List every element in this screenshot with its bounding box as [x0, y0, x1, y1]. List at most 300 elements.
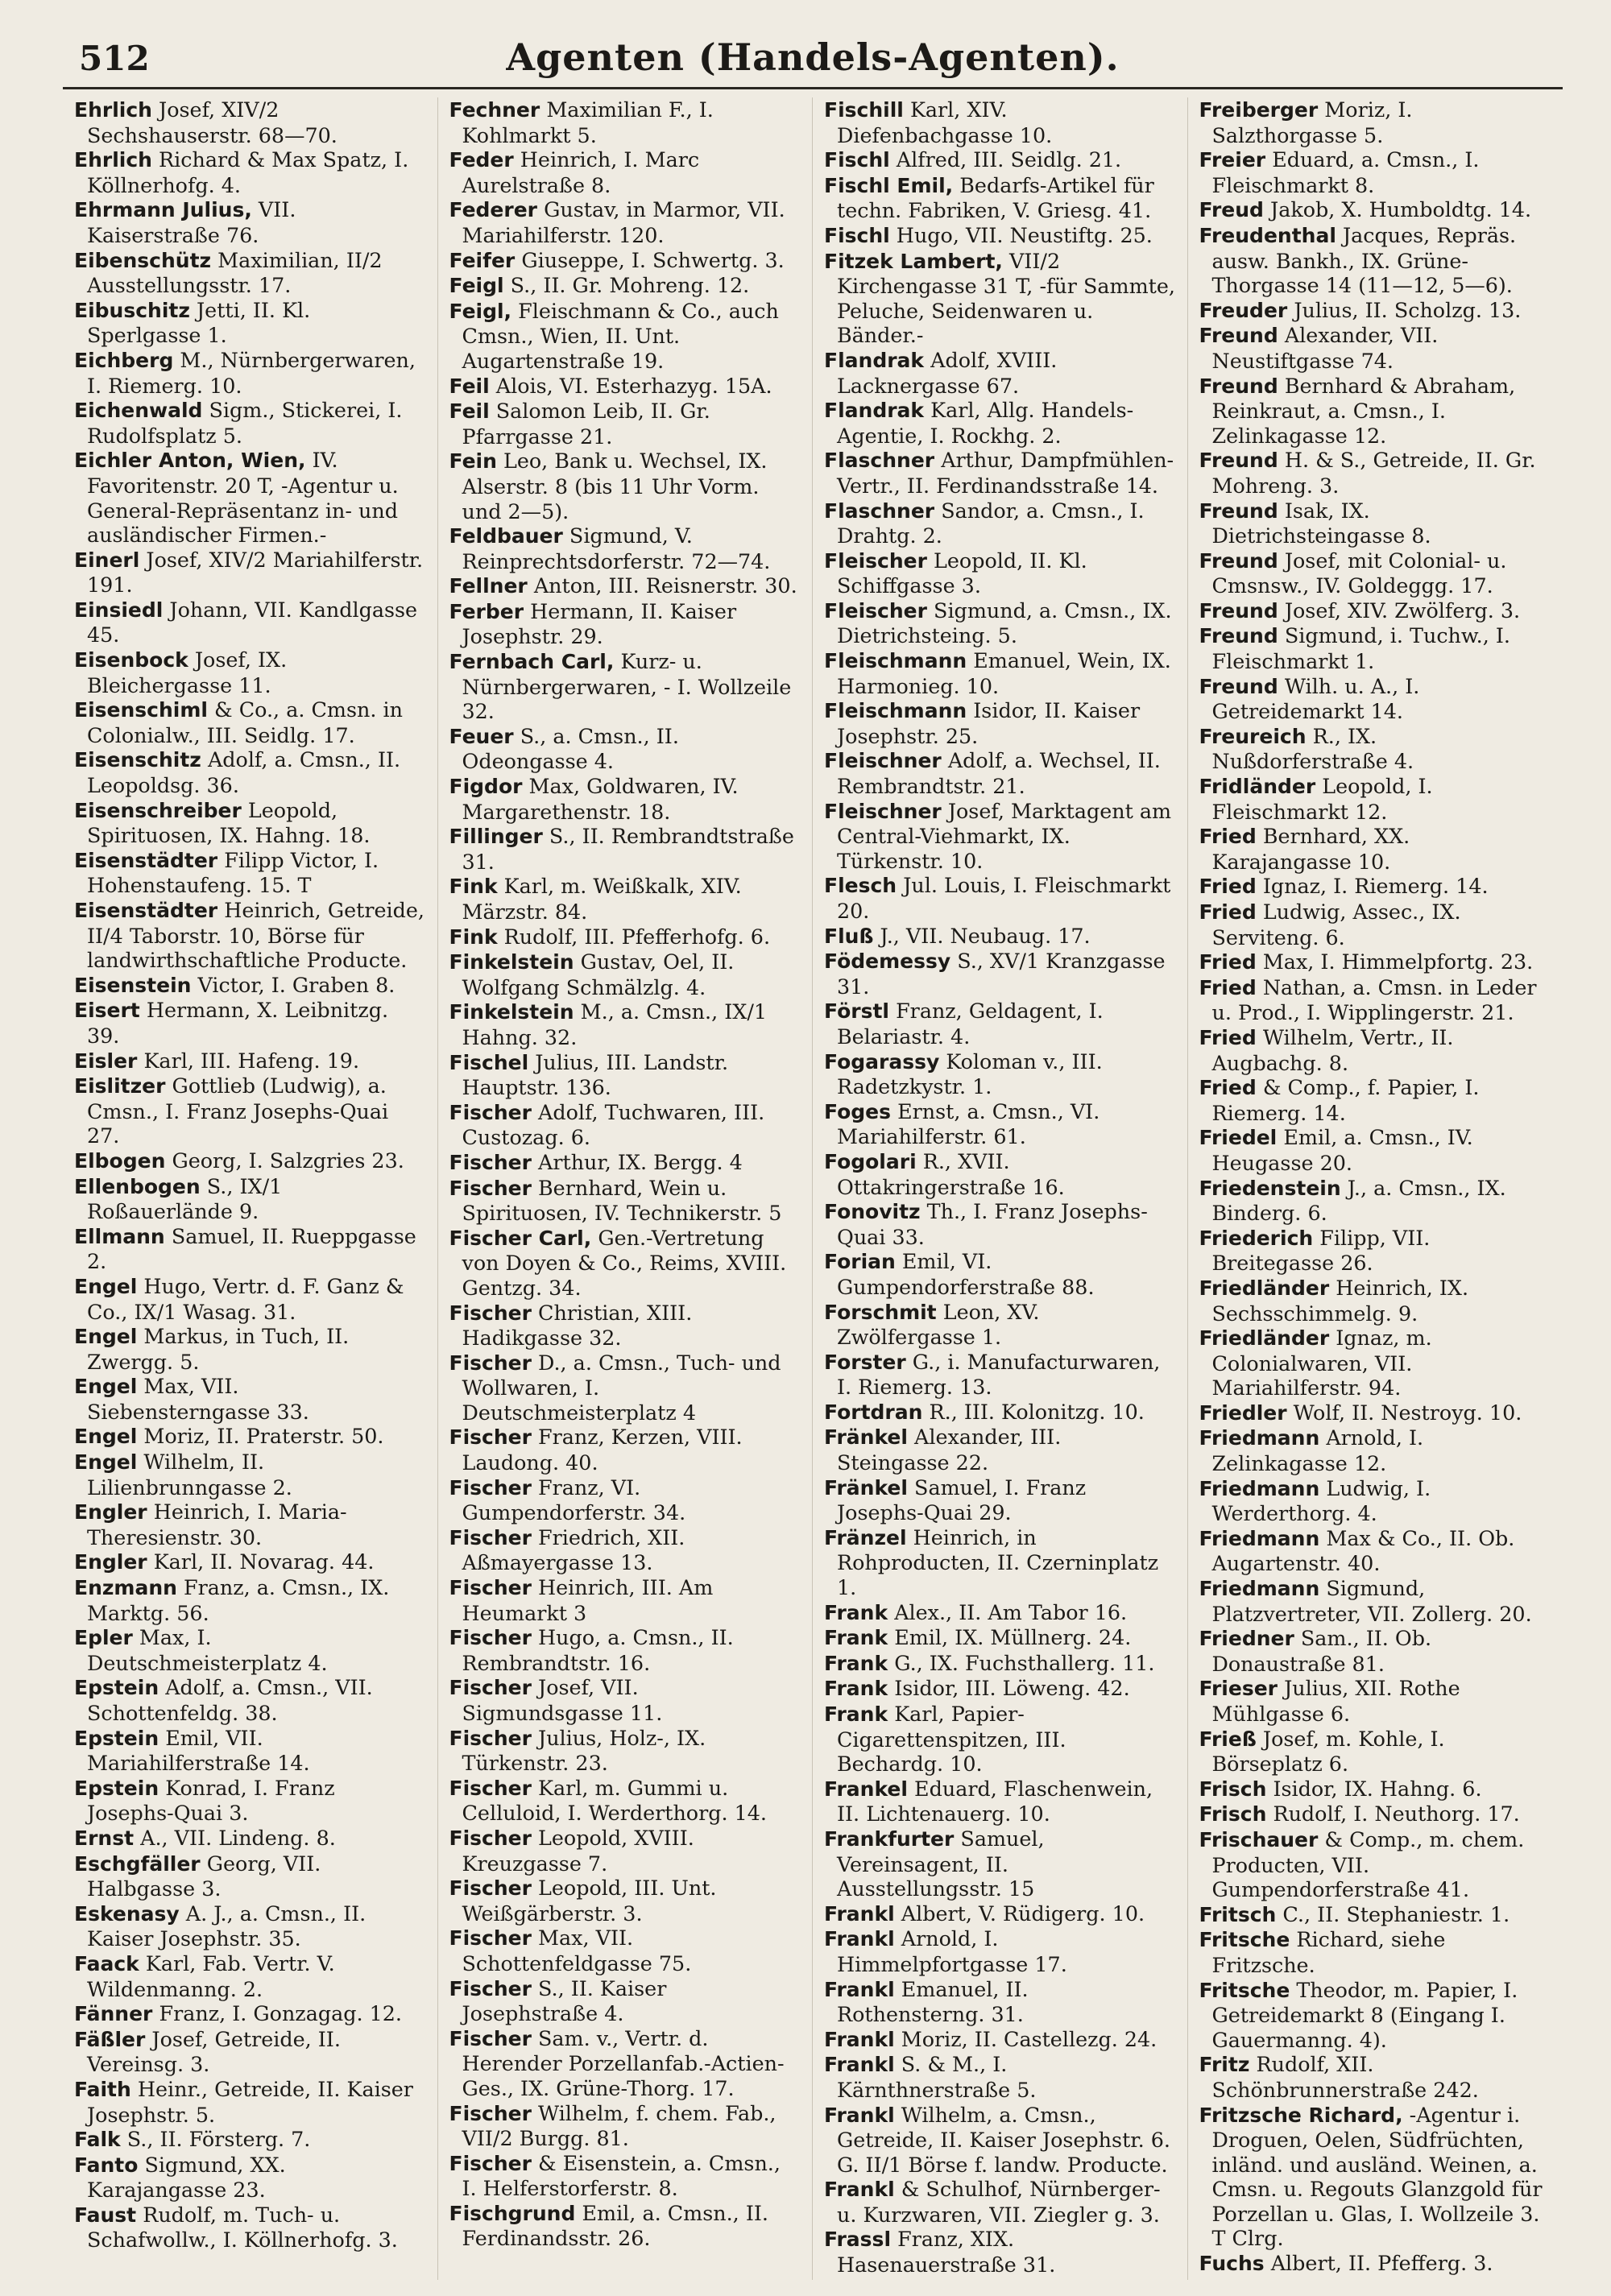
directory-entry — [449, 1050, 801, 1100]
directory-entry — [1199, 623, 1552, 673]
entry-name: Freudenthal — [1199, 223, 1336, 247]
entry-name: Frankl — [824, 2053, 895, 2077]
entry-name: Friedmann — [1199, 1526, 1320, 1550]
entry-name: Enzmann — [74, 1576, 177, 1600]
entry-name: Eichberg — [74, 348, 174, 372]
directory-entry — [824, 949, 1176, 999]
entry-name: Freund — [1199, 374, 1278, 398]
entry-details: Giuseppe, I. Schwertg. 3. — [521, 247, 785, 272]
directory-entry — [449, 774, 801, 824]
entry-name: Fränkel — [824, 1475, 908, 1500]
entry-name: Frieser — [1199, 1677, 1278, 1701]
directory-entry — [74, 1851, 426, 1901]
directory-entry — [449, 1301, 801, 1351]
entry-name: Fritz — [1199, 2053, 1250, 2077]
directory-entry — [1199, 1802, 1552, 1827]
entry-details: Josef, Marktagent am Central-Viehmarkt, IX. Türkenstr. 10. — [837, 798, 1172, 873]
entry-details: Alex., II. Am Tabor 16. — [894, 1599, 1128, 1624]
directory-entry — [824, 499, 1176, 548]
directory-entry — [1199, 97, 1552, 147]
directory-entry — [74, 1424, 426, 1450]
column-4 — [1188, 97, 1563, 2280]
directory-entry — [1199, 147, 1552, 197]
column-3 — [813, 97, 1188, 2280]
entry-name: Feldbauer — [449, 524, 563, 548]
directory-entry — [449, 724, 801, 774]
entry-name: Fischer — [449, 1475, 532, 1500]
entry-details: Moriz, I. Salzthorgasse 5. — [1211, 97, 1413, 147]
directory-entry — [1199, 499, 1552, 548]
directory-entry — [74, 97, 426, 147]
entry-name: Frankl — [824, 2178, 895, 2202]
entry-details: Josef, IX. Bleichergasse 11. — [87, 647, 288, 697]
entry-name: Feil — [449, 374, 490, 398]
entry-name: Frischauer — [1199, 1827, 1319, 1851]
entry-details: Heinrich, IX. Sechsschimmelg. 9. — [1211, 1275, 1469, 1326]
entry-details: Leo, Bank u. Wechsel, IX. Alserstr. 8 (bis 11 Uhr Vorm. und 2—5). — [462, 449, 768, 523]
entry-details: Georg, I. Salzgries 23. — [172, 1148, 404, 1173]
entry-details: Fleischmann & Co., auch Cmsn., Wien, II. Unt. Augartenstraße 19. — [462, 298, 779, 373]
entry-name: Fischer — [449, 2026, 532, 2050]
entry-name: Fischer — [449, 2101, 532, 2125]
directory-entry — [449, 1226, 801, 1301]
entry-name: Frisch — [1199, 1777, 1267, 1801]
entry-details: Salomon Leib, II. Gr. Pfarrgasse 21. — [462, 399, 710, 449]
entry-details: Jul. Louis, I. Fleischmarkt 20. — [837, 873, 1171, 923]
entry-details: H. & S., Getreide, II. Gr. Mohreng. 3. — [1211, 448, 1536, 498]
directory-entry — [74, 197, 426, 247]
entry-name: Faust — [74, 2203, 137, 2227]
directory-entry — [74, 647, 426, 697]
entry-name: Friedner — [1199, 1627, 1294, 1651]
directory-entry — [1199, 1727, 1552, 1777]
directory-entry — [824, 2177, 1176, 2227]
entry-details: Arnold, I. Zelinkagasse 12. — [1211, 1425, 1424, 1476]
entry-details: Wilhelm, a. Cmsn., Getreide, II. Kaiser Josephstr. 6. G. II/1 Börse f. landw. Producte. — [837, 2102, 1170, 2177]
entry-name: Frankl — [824, 2103, 895, 2127]
entry-name: Faack — [74, 1951, 139, 1975]
entry-details: Julius, III. Landstr. Hauptstr. 136. — [462, 1049, 729, 1100]
directory-entry — [824, 147, 1176, 173]
entry-details: Josef, VII. Sigmundsgasse 11. — [462, 1675, 663, 1725]
entry-name: Fried — [1199, 1025, 1257, 1049]
entry-name: Fillinger — [449, 825, 543, 849]
entry-details: Karl, II. Novarag. 44. — [153, 1549, 375, 1574]
page-header — [63, 31, 1563, 89]
directory-entry — [449, 1425, 801, 1475]
entry-name: Engel — [74, 1274, 138, 1298]
entry-details: Ernst, a. Cmsn., VI. Mariahilferstr. 61. — [837, 1098, 1100, 1149]
entry-details: G., i. Manufacturwaren, I. Riemerg. 13. — [837, 1349, 1161, 1400]
entry-name: Epstein — [74, 1776, 159, 1800]
entry-name: Fränzel — [824, 1525, 907, 1549]
entry-name: Fischl — [824, 148, 890, 172]
entry-name: Ellmann — [74, 1224, 165, 1248]
entry-details: -Agentur i. Droguen, Oelen, Südfrüchten, inländ. und ausländ. Weinen, a. Cmsn. u. Regouts Glanzgold für Porzellan u. Glas, I. Wollzeile 3. T Clrg. — [1211, 2102, 1543, 2251]
directory-entry — [1199, 1902, 1552, 1928]
entry-name: Fuchs — [1199, 2252, 1265, 2276]
directory-entry — [1199, 323, 1552, 373]
entry-details: Samuel, Vereinsagent, II. Ausstellungsstr. 15 — [837, 1826, 1045, 1901]
directory-entry — [824, 1249, 1176, 1299]
directory-entry — [824, 1475, 1176, 1525]
entry-name: Fein — [449, 449, 497, 474]
entry-name: Fridländer — [1199, 775, 1316, 799]
entry-details: Sigmund, V. Reinprechtsdorferstr. 72—74. — [462, 523, 771, 573]
entry-details: Maximilian F., I. Kohlmarkt 5. — [462, 97, 714, 147]
directory-entry — [449, 1726, 801, 1776]
directory-entry — [824, 1525, 1176, 1600]
entry-name: Eisert — [74, 999, 140, 1023]
directory-entry — [449, 1525, 801, 1575]
directory-entry — [1199, 674, 1552, 724]
directory-entry — [74, 1450, 426, 1500]
entry-name: Finkelstein — [449, 950, 574, 974]
entry-name: Finkelstein — [449, 1000, 574, 1024]
directory-entry — [824, 698, 1176, 748]
directory-entry — [449, 949, 801, 999]
directory-entry — [824, 2027, 1176, 2053]
directory-entry — [824, 548, 1176, 598]
entry-details: Sigmund, a. Cmsn., IX. Dietrichsteing. 5. — [837, 598, 1172, 648]
directory-entry — [449, 1926, 801, 1975]
directory-entry — [1199, 1777, 1552, 1802]
entry-name: Faith — [74, 2077, 131, 2101]
entry-details: Eduard, a. Cmsn., I. Fleischmarkt 8. — [1211, 147, 1480, 197]
entry-name: Flandrak — [824, 348, 925, 372]
directory-entry — [824, 2103, 1176, 2178]
entry-name: Flaschner — [824, 449, 935, 473]
directory-entry — [824, 2052, 1176, 2102]
entry-name: Engler — [74, 1550, 147, 1574]
entry-name: Fried — [1199, 875, 1257, 899]
entry-name: Fleischer — [824, 548, 927, 573]
entry-details: Josef, XIV. Zwölferg. 3. — [1284, 598, 1521, 623]
entry-details: J., VII. Neubaug. 17. — [880, 923, 1091, 948]
directory-entry — [74, 697, 426, 747]
entry-details: Max, I. Himmelpfortg. 23. — [1262, 949, 1534, 974]
entry-details: Arthur, IX. Bergg. 4 — [538, 1149, 743, 1174]
entry-details: Heinrich, in Rohproducten, II. Czerninplatz 1. — [837, 1524, 1159, 1600]
entry-name: Friedmann — [1199, 1426, 1320, 1450]
entry-details: Bernhard, XX. Karajangasse 10. — [1211, 824, 1410, 874]
directory-entry — [1199, 548, 1552, 598]
directory-entry — [1199, 223, 1552, 298]
entry-details: Karl, m. Weißkalk, XIV. Märzstr. 84. — [462, 874, 742, 924]
column-2 — [438, 97, 814, 2280]
directory-entry — [1199, 949, 1552, 975]
entry-details: Max & Co., II. Ob. Augartenstr. 40. — [1211, 1525, 1515, 1576]
entry-details: Albert, V. Rüdigerg. 10. — [901, 1901, 1145, 1926]
directory-entry — [824, 1901, 1176, 1927]
entry-details: Karl, XIV. Diefenbachgasse 10. — [837, 97, 1053, 147]
entry-name: Friederich — [1199, 1226, 1314, 1250]
entry-name: Engel — [74, 1425, 138, 1449]
directory-entry — [74, 1049, 426, 1074]
entry-name: Fried — [1199, 1076, 1257, 1100]
directory-entry — [824, 223, 1176, 249]
directory-entry — [824, 1400, 1176, 1425]
entry-name: Fischer — [449, 1576, 532, 1600]
entry-name: Eisenschitz — [74, 748, 201, 772]
entry-name: Fischer — [449, 1425, 532, 1450]
entry-name: Friedel — [1199, 1126, 1278, 1150]
directory-entry — [1199, 1400, 1552, 1426]
directory-entry — [824, 348, 1176, 398]
entry-name: Fischer — [449, 1351, 532, 1375]
directory-entry — [824, 648, 1176, 698]
entry-details: Ludwig, I. Werderthorg. 4. — [1211, 1475, 1431, 1526]
entry-details: M., a. Cmsn., IX/1 Hahng. 32. — [462, 999, 768, 1049]
entry-details: Bernhard, Wein u. Spirituosen, IV. Technikerstr. 5 — [462, 1175, 782, 1226]
directory-entry — [74, 1274, 426, 1324]
entry-name: Flandrak — [824, 399, 925, 423]
entry-details: Filipp Victor, I. Hohenstaufeng. 15. T — [87, 847, 379, 898]
entry-name: Frankel — [824, 1777, 908, 1801]
entry-details: Adolf, a. Cmsn., VII. Schottenfeldg. 38. — [87, 1675, 373, 1725]
entry-name: Fritzsche Richard, — [1199, 2103, 1403, 2127]
entry-details: J., a. Cmsn., IX. Binderg. 6. — [1211, 1175, 1506, 1226]
entry-details: Karl, Papier-Cigarettenspitzen, III. Bechardg. 10. — [837, 1702, 1066, 1777]
entry-details: Karl, III. Hafeng. 19. — [143, 1048, 360, 1073]
entry-details: Leopold, Spirituosen, IX. Hahng. 18. — [87, 797, 371, 848]
directory-entry — [74, 747, 426, 797]
entry-name: Fischer — [449, 1301, 532, 1325]
directory-entry — [824, 1049, 1176, 1099]
entry-details: Isidor, IX. Hahng. 6. — [1273, 1776, 1482, 1801]
directory-entry — [74, 398, 426, 448]
entry-details: Wolf, II. Nestroyg. 10. — [1293, 1400, 1522, 1425]
entry-details: Alfred, III. Seidlg. 21. — [896, 147, 1122, 172]
directory-entry — [449, 824, 801, 874]
entry-details: Th., I. Franz Josephs-Quai 33. — [837, 1199, 1148, 1249]
entry-name: Fränkel — [824, 1425, 908, 1450]
entry-name: Freuder — [1199, 298, 1288, 322]
entry-details: Ignaz, I. Riemerg. 14. — [1262, 874, 1489, 899]
entry-name: Falk — [74, 2128, 121, 2152]
entry-name: Fischer — [449, 1876, 532, 1901]
entry-name: Friedler — [1199, 1400, 1287, 1425]
entry-details: Jacques, Repräs. ausw. Bankh., IX. Grüne-Thorgasse 14 (11—12, 5—6). — [1211, 222, 1517, 298]
entry-details: Josef, XIV/2 Mariahilferstr. 191. — [87, 547, 424, 598]
entry-details: Sam. v., Vertr. d. Herender Porzellanfab.-Actien-Ges., IX. Grüne-Thorg. 17. — [462, 2025, 785, 2100]
entry-name: Ehrlich — [74, 98, 152, 122]
directory-entry — [824, 97, 1176, 147]
directory-entry — [449, 1675, 801, 1725]
entry-details: Richard & Max Spatz, I. Köllnerhofg. 4. — [87, 147, 409, 197]
directory-entry — [74, 147, 426, 197]
entry-name: Fänner — [74, 2002, 153, 2026]
entry-details: Wilhelm, Vertr., II. Augbachg. 8. — [1211, 1024, 1454, 1075]
directory-entry — [449, 2026, 801, 2101]
directory-entry — [74, 2127, 426, 2153]
entry-name: Ehrlich — [74, 148, 152, 172]
directory-entry — [824, 748, 1176, 798]
directory-entry — [1199, 1476, 1552, 1526]
directory-entry — [74, 1901, 426, 1951]
entry-name: Frisch — [1199, 1802, 1267, 1826]
entry-details: Gottlieb (Ludwig), a. Cmsn., I. Franz Josephs-Quai 27. — [87, 1074, 389, 1148]
directory-entry — [824, 1826, 1176, 1901]
entry-details: Gen.-Vertretung von Doyen & Co., Reims, XVIII. Gentzg. 34. — [462, 1225, 787, 1300]
directory-entry — [1199, 824, 1552, 874]
directory-entry — [1199, 1425, 1552, 1475]
directory-entry — [449, 197, 801, 247]
entry-details: Arthur, Dampfmühlen-Vertr., II. Ferdinandsstraße 14. — [837, 448, 1174, 498]
entry-details: Hugo, a. Cmsn., II. Rembrandtstr. 16. — [462, 1625, 734, 1675]
entry-name: Eichler Anton, Wien, — [74, 449, 306, 473]
entry-name: Feuer — [449, 724, 514, 748]
entry-name: Frank — [824, 1600, 888, 1624]
entry-details: Julius, XII. Rothe Mühlgasse 6. — [1211, 1676, 1460, 1726]
directory-entry — [1199, 1927, 1552, 1977]
entry-name: Figdor — [449, 775, 523, 799]
directory-entry — [74, 2077, 426, 2127]
entry-name: Fritsch — [1199, 1902, 1277, 1926]
entry-name: Freud — [1199, 198, 1264, 222]
entry-name: Fried — [1199, 825, 1257, 849]
entry-details: Sigm., Stickerei, I. Rudolfsplatz 5. — [87, 398, 403, 448]
entry-name: Frankl — [824, 1901, 895, 1926]
entry-name: Feigl, — [449, 299, 512, 323]
entry-details: Wilh. u. A., I. Getreidemarkt 14. — [1211, 673, 1420, 724]
entry-name: Fernbach Carl, — [449, 650, 615, 674]
entry-name: Epstein — [74, 1726, 159, 1750]
entry-name: Fink — [449, 925, 498, 949]
entry-name: Fleischner — [824, 799, 942, 823]
directory-entry — [824, 1199, 1176, 1249]
entry-name: Freund — [1199, 674, 1278, 698]
entry-name: Frank — [824, 1702, 888, 1726]
directory-entry — [74, 248, 426, 298]
directory-entry — [74, 1074, 426, 1148]
entry-details: Kurz- u. Nürnbergerwaren, - I. Wollzeile 32. — [462, 649, 792, 724]
entry-details: Rudolf, m. Tuch- u. Schafwollw., I. Köllnerhofg. 3. — [87, 2202, 398, 2253]
entry-details: Franz, VI. Gumpendorferstr. 34. — [462, 1475, 686, 1525]
directory-entry — [1199, 197, 1552, 223]
entry-details: VII. Kaiserstraße 76. — [87, 197, 296, 247]
directory-entry — [74, 1324, 426, 1374]
entry-details: Emil, a. Cmsn., II. Ferdinandsstr. 26. — [462, 2200, 768, 2251]
directory-entry — [449, 1876, 801, 1926]
page-number: 512 — [79, 39, 150, 78]
entry-details: Moriz, II. Praterstr. 50. — [143, 1424, 384, 1449]
entry-details: Johann, VII. Kandlgasse 45. — [87, 597, 418, 647]
directory-entry — [824, 873, 1176, 923]
directory-entry — [824, 1977, 1176, 2027]
entry-name: Fellner — [449, 574, 528, 598]
entry-details: Max, I. Deutschmeisterplatz 4. — [87, 1625, 328, 1675]
directory-entry — [449, 449, 801, 523]
directory-entry — [449, 1776, 801, 1826]
entry-name: Fischer — [449, 1100, 532, 1124]
entry-details: Franz, XIX. Hasenauerstraße 31. — [837, 2227, 1056, 2277]
entry-name: Forian — [824, 1250, 896, 1274]
entry-details: Gustav, in Marmor, VII. Mariahilferstr. 120. — [462, 197, 785, 247]
directory-entry — [1199, 975, 1552, 1025]
directory-entry — [824, 1777, 1176, 1826]
entry-details: Sandor, a. Cmsn., I. Drahtg. 2. — [837, 498, 1145, 548]
directory-entry — [824, 173, 1176, 223]
directory-entry — [1199, 598, 1552, 624]
entry-name: Eskenasy — [74, 1901, 180, 1926]
entry-details: A. J., a. Cmsn., II. Kaiser Josephstr. 35. — [87, 1901, 367, 1951]
directory-entry — [449, 248, 801, 274]
entry-name: Einerl — [74, 548, 140, 572]
entry-details: Leopold, XVIII. Kreuzgasse 7. — [462, 1825, 694, 1876]
entry-name: Freund — [1199, 598, 1278, 623]
entry-details: S. & M., I. Kärnthnerstraße 5. — [837, 2052, 1037, 2102]
directory-entry — [74, 998, 426, 1048]
entry-details: Anton, III. Reisnerstr. 30. — [533, 573, 797, 598]
entry-details: Gustav, Oel, II. Wolfgang Schmälzlg. 4. — [462, 949, 735, 999]
entry-name: Fischer Carl, — [449, 1226, 592, 1250]
entry-details: Alexander, VII. Neustiftgasse 74. — [1211, 323, 1439, 373]
entry-name: Fried — [1199, 950, 1257, 974]
directory-entry — [824, 398, 1176, 448]
entry-name: Fonovitz — [824, 1200, 921, 1224]
directory-entry — [74, 798, 426, 848]
entry-details: Wilhelm, II. Lilienbrunngasse 2. — [87, 1450, 292, 1500]
directory-entry — [74, 1951, 426, 2001]
entry-name: Frankl — [824, 1927, 895, 1951]
entry-details: Julius, Holz-, IX. Türkenstr. 23. — [462, 1725, 706, 1776]
directory-entry — [1199, 1676, 1552, 1726]
entry-details: & Comp., f. Papier, I. Riemerg. 14. — [1211, 1075, 1480, 1125]
entry-name: Eibenschütz — [74, 248, 212, 272]
directory-entry — [1199, 774, 1552, 824]
entry-name: Frank — [824, 1651, 888, 1675]
directory-entry — [1199, 1176, 1552, 1226]
entry-name: Einsiedl — [74, 598, 164, 622]
entry-name: Fleischer — [824, 598, 927, 623]
directory-entry — [74, 1675, 426, 1725]
entry-details: Emil, IX. Müllnerg. 24. — [894, 1625, 1132, 1650]
entry-details: A., VII. Lindeng. 8. — [140, 1825, 336, 1850]
column-1 — [63, 97, 438, 2280]
directory-entry — [824, 2227, 1176, 2277]
entry-name: Engler — [74, 1500, 147, 1524]
directory-entry — [1199, 1576, 1552, 1626]
directory-entry — [1199, 2103, 1552, 2252]
entry-name: Frassl — [824, 2228, 892, 2252]
directory-entry — [1199, 2251, 1552, 2277]
entry-details: Adolf, a. Wechsel, II. Rembrandtstr. 21. — [837, 748, 1161, 799]
directory-entry — [1199, 724, 1552, 774]
directory-entry — [449, 299, 801, 374]
directory-entry — [1199, 1626, 1552, 1676]
entry-details: Sigmund, Platzvertreter, VII. Zollerg. 20. — [1211, 1576, 1532, 1626]
directory-entry — [74, 1148, 426, 1174]
entry-name: Flaschner — [824, 499, 935, 523]
entry-details: Richard, siehe Fritzsche. — [1211, 1927, 1446, 1977]
entry-details: S., II. Gr. Mohreng. 12. — [510, 273, 750, 298]
entry-name: Eschgfäller — [74, 1851, 201, 1876]
directory-entry — [824, 1625, 1176, 1651]
entry-name: Fischer — [449, 1176, 532, 1200]
entry-details: Emanuel, Wein, IX. Harmonieg. 10. — [837, 648, 1171, 698]
entry-details: S., XV/1 Kranzgasse 31. — [837, 949, 1166, 999]
directory-entry — [449, 1976, 801, 2026]
entry-name: Fritsche — [1199, 1978, 1290, 2002]
entry-name: Ernst — [74, 1826, 135, 1850]
entry-name: Fogolari — [824, 1149, 917, 1173]
entry-details: Adolf, XVIII. Lacknergasse 67. — [837, 347, 1058, 398]
directory-entry — [74, 1575, 426, 1625]
entry-name: Freund — [1199, 624, 1278, 648]
directory-entry — [74, 1500, 426, 1549]
directory-entry — [449, 523, 801, 573]
